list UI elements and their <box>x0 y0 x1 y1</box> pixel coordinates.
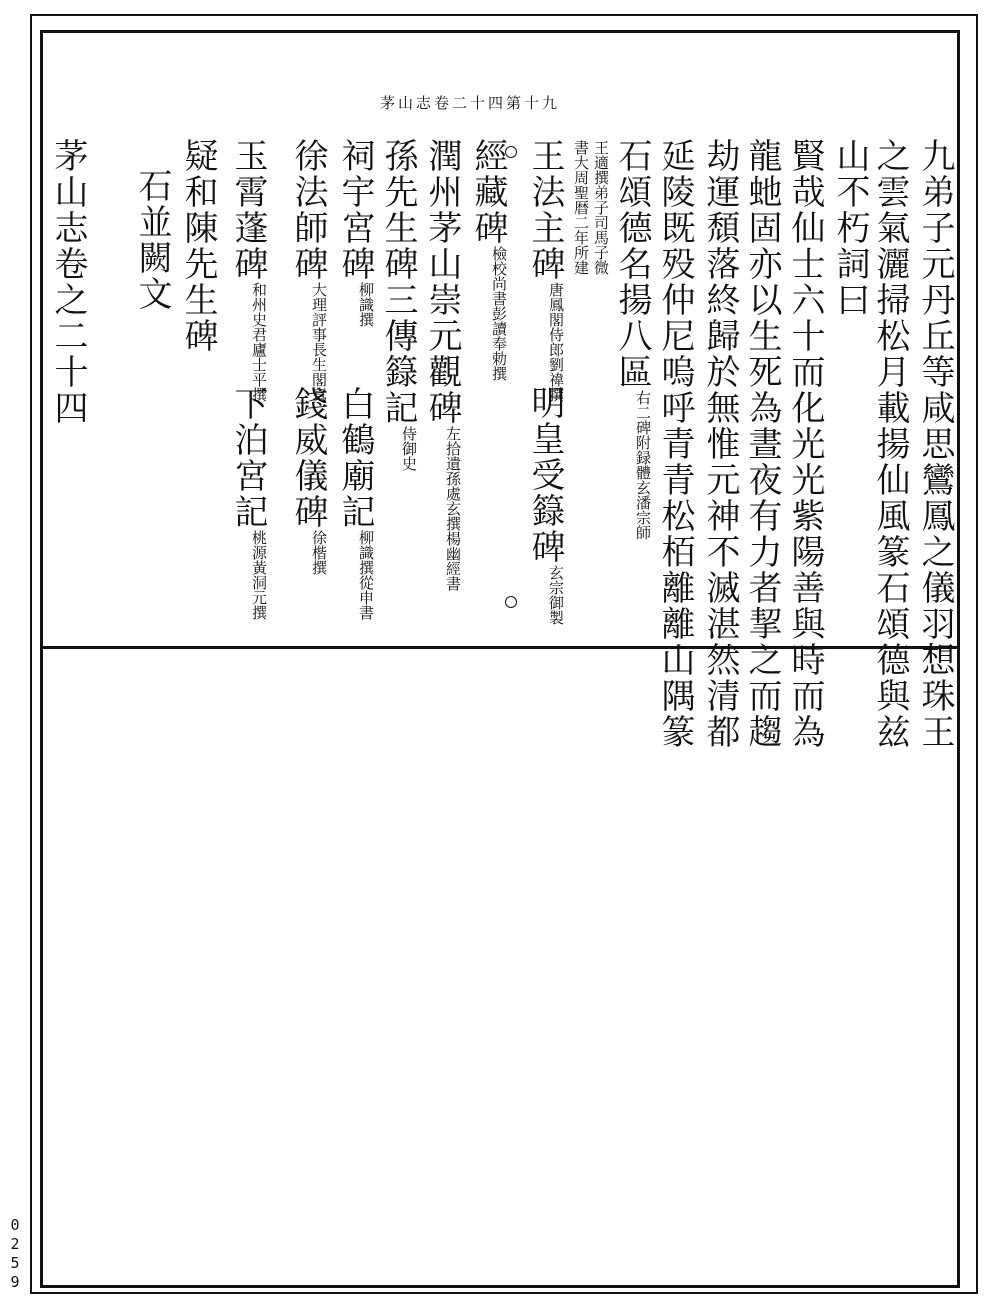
text-column-14b <box>335 386 375 620</box>
column-10-note-b: 玄宗御製 <box>547 565 565 625</box>
text-column-3: 山不朽詞曰 <box>830 138 870 318</box>
text-column-11 <box>468 138 508 381</box>
text-column-10b <box>525 385 565 625</box>
text-column-4: 賢哉仙士六十而化光光紫陽善與時而為 <box>785 138 825 750</box>
column-10-title-b: 明皇受籙碑 <box>525 385 565 565</box>
text-column-18: 石並闕文 <box>132 168 172 312</box>
column-14-note: 柳識撰 <box>357 282 375 327</box>
column-10-note: 唐鳳閣侍郎劉禕撰 <box>547 282 565 402</box>
column-12-title: 潤州茅山崇元觀碑 <box>422 138 462 426</box>
column-11-note: 檢校尚書彭讀奉勅撰 <box>490 246 508 381</box>
text-column-14 <box>335 138 375 327</box>
text-column-9a: 王適撰弟子司馬子微 <box>592 140 610 275</box>
text-column-12 <box>422 138 462 591</box>
text-column-1: 九弟子元丹丘等咸思鸞鳳之儀羽想珠王 <box>915 138 955 750</box>
text-column-17: 疑和陳先生碑 <box>178 138 218 354</box>
column-14-title-b: 白鶴廟記 <box>335 386 375 530</box>
column-14-note-b: 柳識撰從申書 <box>357 530 375 620</box>
column-16-title-b: 下泊宮記 <box>228 386 268 530</box>
running-header: 茅山志卷二十四第十九 <box>379 94 560 112</box>
column-15-note-b: 徐楷撰 <box>310 530 328 575</box>
text-column-16b <box>228 386 268 620</box>
column-8-note: 右二碑附録體玄潘宗師 <box>634 390 652 540</box>
text-column-5: 龍虵固亦以生死為晝夜有力者挈之而趨 <box>742 138 782 750</box>
text-column-8 <box>612 138 652 540</box>
circle-mark-2 <box>505 596 517 608</box>
column-11-title: 經藏碑 <box>468 138 508 246</box>
text-column-10 <box>525 138 565 402</box>
page-number: 0259 <box>6 1216 24 1292</box>
text-column-2: 之雲氣灑掃松月載揚仙風篆石頌德與兹 <box>870 138 910 750</box>
column-13-note: 侍御史 <box>400 426 418 471</box>
column-15-note: 大理評事長生閣真 <box>310 282 328 402</box>
text-column-6: 劫運頹落終歸於無惟元神不滅湛然清都 <box>700 138 740 750</box>
column-16-note: 和州史君廬士平撰 <box>250 282 268 402</box>
column-10-title: 王法主碑 <box>525 138 565 282</box>
text-column-9b: 書大周聖暦二年所建 <box>572 140 590 275</box>
column-13-title: 孫先生碑三傳籙記 <box>378 138 418 426</box>
column-14-title: 祠宇宮碑 <box>335 138 375 282</box>
text-column-15b <box>288 386 328 575</box>
text-column-7: 延陵既殁仲尼嗚呼青青松栢離離山隅篆 <box>655 138 695 750</box>
column-8-text: 石頌德名揚八區 <box>612 138 652 390</box>
text-column-15 <box>288 138 328 402</box>
text-column-13 <box>378 138 418 471</box>
volume-title: 茅山志卷之二十四 <box>48 138 88 426</box>
column-15-title-b: 錢威儀碑 <box>288 386 328 530</box>
column-15-title: 徐法師碑 <box>288 138 328 282</box>
text-column-16 <box>228 138 268 402</box>
column-12-note: 左拾遺孫處玄撰楊幽經書 <box>444 426 462 591</box>
column-16-note-b: 桃源黃洞元撰 <box>250 530 268 620</box>
column-16-title: 玉霄蓬碑 <box>228 138 268 282</box>
